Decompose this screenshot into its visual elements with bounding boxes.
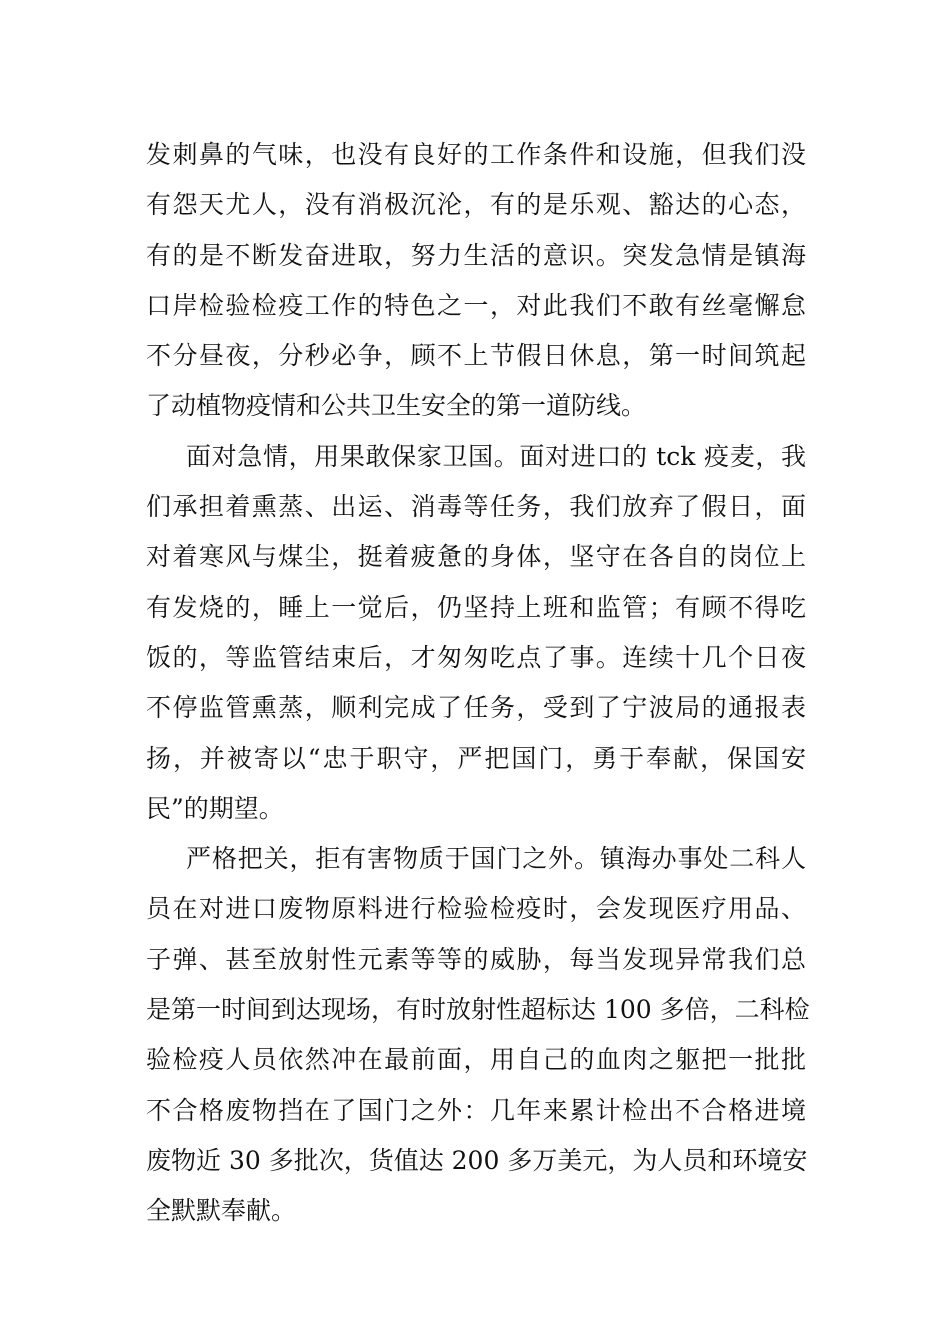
text-line: 面对急情，用果敢保家卫国。面对进口的 tck 疫麦，我 — [186, 441, 806, 471]
text-line: 全默默奉献。 — [146, 1196, 297, 1226]
text-line: 有发烧的，睡上一觉后，仍坚持上班和监管；有顾不得吃 — [146, 592, 806, 622]
text-line: 扬，并被寄以“忠于职守，严把国门，勇于奉献，保国安 — [146, 743, 806, 773]
text-line: 验检疫人员依然冲在最前面，用自己的血肉之躯把一批批 — [146, 1045, 806, 1075]
text-line: 有怨天尤人，没有消极沉沦，有的是乐观、豁达的心态， — [146, 190, 806, 220]
text-line: 员在对进口废物原料进行检验检疫时，会发现医疗用品、 — [146, 894, 806, 924]
body-text — [146, 130, 810, 1237]
text-line: 不分昼夜，分秒必争，顾不上节假日休息，第一时间筑起 — [146, 341, 806, 371]
text-line: 口岸检验检疫工作的特色之一，对此我们不敢有丝毫懈怠 — [146, 290, 806, 320]
text-line: 不停监管熏蒸，顺利完成了任务，受到了宁波局的通报表 — [146, 693, 806, 723]
paragraph-2 — [146, 432, 806, 834]
text-line: 发刺鼻的气味，也没有良好的工作条件和设施，但我们没 — [146, 140, 806, 169]
text-line: 子弹、甚至放射性元素等等的威胁，每当发现异常我们总 — [146, 944, 806, 974]
text-line: 对着寒风与煤尘，挺着疲惫的身体，坚守在各自的岗位上 — [146, 542, 806, 572]
text-line: 民”的期望。 — [146, 793, 284, 823]
text-line: 有的是不断发奋进取，努力生活的意识。突发急情是镇海 — [146, 240, 806, 270]
text-line: 是第一时间到达现场，有时放射性超标达 100 多倍，二科检 — [146, 995, 810, 1025]
text-line: 严格把关，拒有害物质于国门之外。镇海办事处二科人 — [186, 844, 806, 874]
text-line: 废物近 30 多批次，货值达 200 多万美元，为人员和环境安 — [146, 1145, 808, 1175]
paragraph-3 — [146, 834, 810, 1236]
text-line: 饭的，等监管结束后，才匆匆吃点了事。连续十几个日夜 — [146, 642, 806, 672]
text-line: 了动植物疫情和公共卫生安全的第一道防线。 — [146, 391, 647, 421]
text-line: 们承担着熏蒸、出运、消毒等任务，我们放弃了假日，面 — [146, 492, 806, 522]
text-line: 不合格废物挡在了国门之外：几年来累计检出不合格进境 — [146, 1095, 806, 1125]
paragraph-1 — [146, 130, 806, 432]
